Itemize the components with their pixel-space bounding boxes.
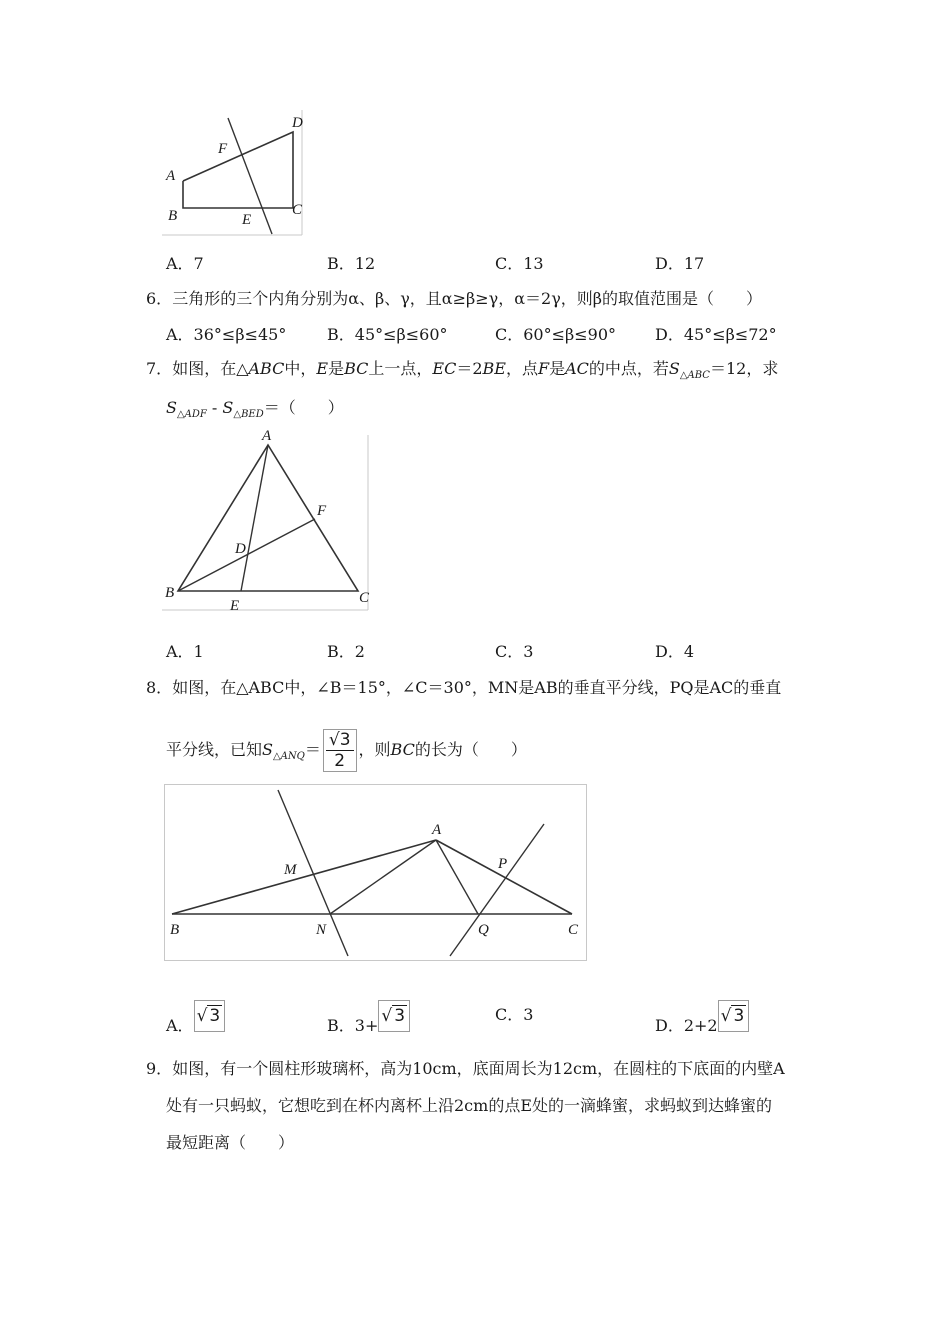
q8-stem-line2 [166, 728, 527, 779]
q7-text: ＝12，求 [709, 359, 779, 378]
q7-var-bc: BC [344, 359, 369, 378]
q6-option-c[interactable]: C．60°≤β≤90° [495, 325, 617, 344]
q7-figure-svg [162, 425, 374, 617]
q8-label-C: C [568, 922, 579, 938]
q7-label-C: C [359, 590, 370, 606]
q7-label-B: B [165, 585, 175, 601]
q7-text: 上一点， [368, 359, 433, 378]
q5-option-b[interactable]: B．12 [327, 254, 376, 273]
q8-option-prefix: 3 [523, 1005, 534, 1024]
q7-text: 中， [284, 359, 317, 378]
q8-option-label: D． [655, 1016, 684, 1035]
q5-label-F: F [218, 141, 228, 157]
q7-area-sub: △ADF [176, 409, 207, 420]
sqrt-icon: √ [196, 1006, 208, 1026]
q8-option-label: B． [327, 1016, 355, 1035]
q6-option-d[interactable]: D．45°≤β≤72° [655, 325, 777, 344]
q7-var-be: BE [482, 359, 506, 378]
q8-figure-svg [164, 784, 588, 962]
q9-stem-line2: 处有一只蚂蚁，它想吃到在杯内离杯上沿2cm的点E处的一滴蜂蜜，求蚂蚁到达蜂蜜的 [166, 1096, 772, 1115]
q7-var-f: F [537, 359, 550, 378]
q8-area-s: S [262, 740, 273, 759]
q5-option-a[interactable]: A．7 [166, 254, 204, 273]
q8-text: ，则 [358, 740, 391, 759]
q6-option-a[interactable]: A．36°≤β≤45° [166, 325, 287, 344]
q7-figure [162, 425, 374, 617]
q7-text: 的中点，若 [588, 359, 669, 378]
q7-text: ，点 [505, 359, 538, 378]
q8-label-P: P [498, 856, 508, 872]
q8-figure [164, 784, 588, 962]
q5-label-E: E [242, 212, 252, 228]
q7-area-s: S [668, 359, 680, 378]
q5-option-c[interactable]: C．13 [495, 254, 544, 273]
q8-option-radicand: 3 [394, 1006, 406, 1026]
q8-fraction-denominator: 2 [334, 751, 346, 771]
q8-option-radicand: 3 [209, 1006, 221, 1026]
q7-option-d[interactable]: D．4 [655, 642, 695, 661]
q8-var-bc: BC [390, 740, 415, 759]
q7-label-D: D [235, 541, 246, 557]
q9-number: 9． [146, 1059, 173, 1078]
q8-fraction-numerator: √3 [326, 730, 354, 751]
q7-number: 7． [146, 359, 173, 378]
q8-label-B: B [170, 922, 180, 938]
q6-option-b[interactable]: B．45°≤β≤60° [327, 325, 448, 344]
q7-var-abc: ABC [248, 359, 285, 378]
q8-option-c[interactable] [495, 1000, 533, 1030]
q7-var-e: E [316, 359, 329, 378]
q8-option-prefix: 3+ [354, 1016, 379, 1035]
q7-text: 如图，在△ [172, 359, 249, 378]
q8-label-Q: Q [478, 922, 489, 938]
q7-text: 是 [328, 359, 345, 378]
q9-stem-line1 [146, 1058, 785, 1080]
q8-text: 的长为（ ） [414, 740, 527, 759]
q8-text: ＝ [304, 740, 321, 759]
q8-option-radicand: 3 [733, 1006, 745, 1026]
q7-triangle [178, 445, 358, 591]
q7-stem-line2 [166, 397, 344, 426]
q7-area-s: S [222, 398, 234, 417]
q7-stem-line1 [146, 358, 778, 387]
q7-text: ＝2 [456, 359, 483, 378]
q6-text: 三角形的三个内角分别为α、β、γ，且α≥β≥γ，α＝2γ，则β的取值范围是（ ） [172, 289, 763, 308]
q5-label-A: A [166, 168, 176, 184]
q7-option-a[interactable]: A．1 [166, 642, 204, 661]
q6-number: 6． [146, 289, 173, 308]
q5-label-C: C [292, 202, 303, 218]
q5-label-D: D [292, 115, 303, 131]
q9-stem-line3: 最短距离（ ） [166, 1133, 295, 1152]
q8-option-prefix: 2+2 [683, 1016, 718, 1035]
q6-stem [146, 288, 762, 310]
q8-option-sqrt [194, 1000, 226, 1032]
q7-var-ac: AC [565, 359, 589, 378]
q7-option-b[interactable]: B．2 [327, 642, 365, 661]
q9-text-line1: 如图，有一个圆柱形玻璃杯，高为10cm，底面周长为12cm，在圆柱的下底面的内壁A [172, 1059, 785, 1078]
q8-frame [165, 785, 587, 961]
q7-option-c[interactable]: C．3 [495, 642, 534, 661]
q7-text: 是 [549, 359, 566, 378]
q7-segment-bf [178, 519, 315, 591]
q8-option-a[interactable] [166, 1000, 225, 1041]
q7-label-F: F [317, 503, 327, 519]
sqrt-icon: √ [381, 1006, 393, 1026]
q7-area-sub: △BED [233, 409, 264, 420]
q8-option-sqrt [378, 1000, 410, 1032]
q7-text: - [206, 398, 223, 417]
q7-text: ＝（ ） [263, 398, 344, 417]
q7-var-ec: EC [432, 359, 457, 378]
q5-figure-svg [162, 110, 308, 238]
q5-option-d[interactable]: D．17 [655, 254, 705, 273]
q8-stem-line1 [146, 677, 781, 699]
q5-figure [162, 110, 308, 238]
q7-label-E: E [230, 598, 240, 614]
q7-area-sub: △ABC [679, 370, 710, 381]
q8-option-sqrt [718, 1000, 750, 1032]
q8-text-line1: 如图，在△ABC中，∠B＝15°，∠C＝30°，MN是AB的垂直平分线，PQ是AC的垂直 [172, 678, 782, 697]
q8-fraction [323, 729, 357, 772]
q8-segment-an [330, 840, 436, 914]
q8-option-label: A． [166, 1016, 194, 1035]
q8-option-b[interactable] [327, 1000, 410, 1041]
q5-label-B: B [168, 208, 178, 224]
q7-label-A: A [262, 428, 272, 444]
q8-label-N: N [316, 922, 327, 938]
q8-number: 8． [146, 678, 173, 697]
q8-area-sub: △ANQ [272, 751, 305, 762]
q8-text: 平分线，已知 [166, 740, 263, 759]
sqrt-icon: √ [720, 1006, 732, 1026]
q8-option-d[interactable] [655, 1000, 749, 1041]
q8-label-M: M [284, 862, 297, 878]
q8-option-label: C． [495, 1005, 524, 1024]
q7-area-s: S [166, 398, 177, 417]
q8-label-A: A [432, 822, 442, 838]
